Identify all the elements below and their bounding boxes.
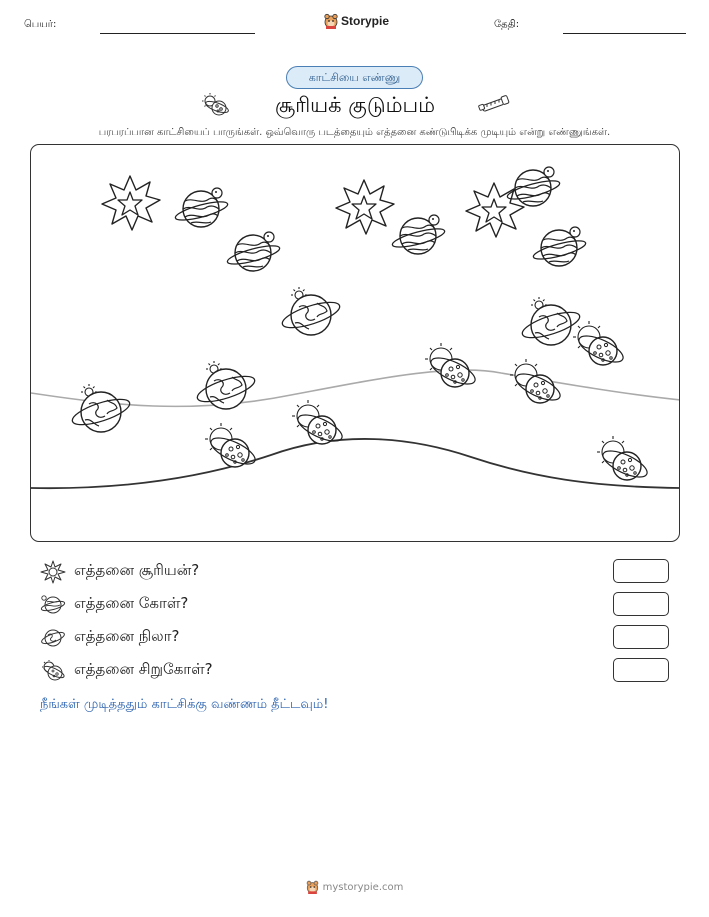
answer-box-asteroid[interactable] bbox=[613, 658, 669, 682]
scene-star[interactable] bbox=[336, 180, 394, 234]
question-text: எத்தனை சிறுகோள்? bbox=[74, 660, 213, 678]
scene-planet[interactable] bbox=[532, 227, 587, 266]
instructions: பரபரப்பான காட்சியைப் பாருங்கள். ஒவ்வொரு படத்தையும் எத்தனை கண்டுபிடிக்க முடியும் என்று எண்ணுங்கள். bbox=[98, 127, 611, 138]
title-row bbox=[0, 90, 709, 122]
scene-moon-planet[interactable] bbox=[520, 297, 583, 345]
answer-box-planet[interactable] bbox=[613, 592, 669, 616]
name-field[interactable] bbox=[100, 33, 255, 34]
scene-planet[interactable] bbox=[391, 215, 446, 254]
sun-icon bbox=[40, 560, 66, 588]
question-row-moon bbox=[40, 625, 672, 651]
question-row-asteroid bbox=[40, 658, 672, 684]
coloring-note: நீங்கள் முடித்ததும் காட்சிக்கு வண்ணம் தீட்டவும்! bbox=[40, 697, 329, 712]
scene-planet[interactable] bbox=[506, 167, 561, 206]
scene-asteroid[interactable] bbox=[597, 436, 651, 482]
question-text: எத்தனை நிலா? bbox=[74, 627, 180, 645]
brand-logo bbox=[324, 13, 389, 29]
brand-name: Storypie bbox=[341, 14, 390, 28]
asteroid-sun-icon bbox=[200, 92, 230, 122]
counting-scene[interactable] bbox=[30, 144, 680, 542]
storypie-mascot-icon bbox=[324, 13, 338, 29]
asteroid-icon bbox=[40, 659, 66, 687]
footer-url[interactable]: mystorypie.com bbox=[322, 881, 404, 893]
activity-badge: காட்சியை எண்ணு bbox=[286, 66, 423, 89]
storypie-mascot-icon bbox=[306, 880, 319, 894]
question-row-planet bbox=[40, 592, 672, 618]
scene-planet[interactable] bbox=[226, 232, 281, 271]
question-text: எத்தனை சூரியன்? bbox=[74, 561, 200, 579]
scene-planet[interactable] bbox=[174, 188, 229, 227]
question-text: எத்தனை கோள்? bbox=[74, 594, 189, 612]
date-field[interactable] bbox=[563, 33, 686, 34]
moon-icon bbox=[40, 626, 66, 654]
scene-asteroid[interactable] bbox=[573, 321, 627, 367]
footer bbox=[0, 880, 709, 894]
planet-icon bbox=[40, 593, 66, 621]
name-label: பெயர்: bbox=[24, 19, 57, 30]
scene-star[interactable] bbox=[102, 176, 160, 230]
scene-moon-planet[interactable] bbox=[70, 384, 133, 432]
date-label: தேதி: bbox=[494, 19, 520, 30]
scene-asteroid[interactable] bbox=[425, 343, 479, 389]
scene-asteroid[interactable] bbox=[205, 423, 259, 469]
telescope-icon bbox=[478, 93, 510, 119]
page-title: சூரியக் குடும்பம் bbox=[274, 93, 436, 117]
answer-box-moon[interactable] bbox=[613, 625, 669, 649]
question-row-sun bbox=[40, 559, 672, 585]
scene-moon-planet[interactable] bbox=[280, 287, 343, 335]
answer-box-sun[interactable] bbox=[613, 559, 669, 583]
